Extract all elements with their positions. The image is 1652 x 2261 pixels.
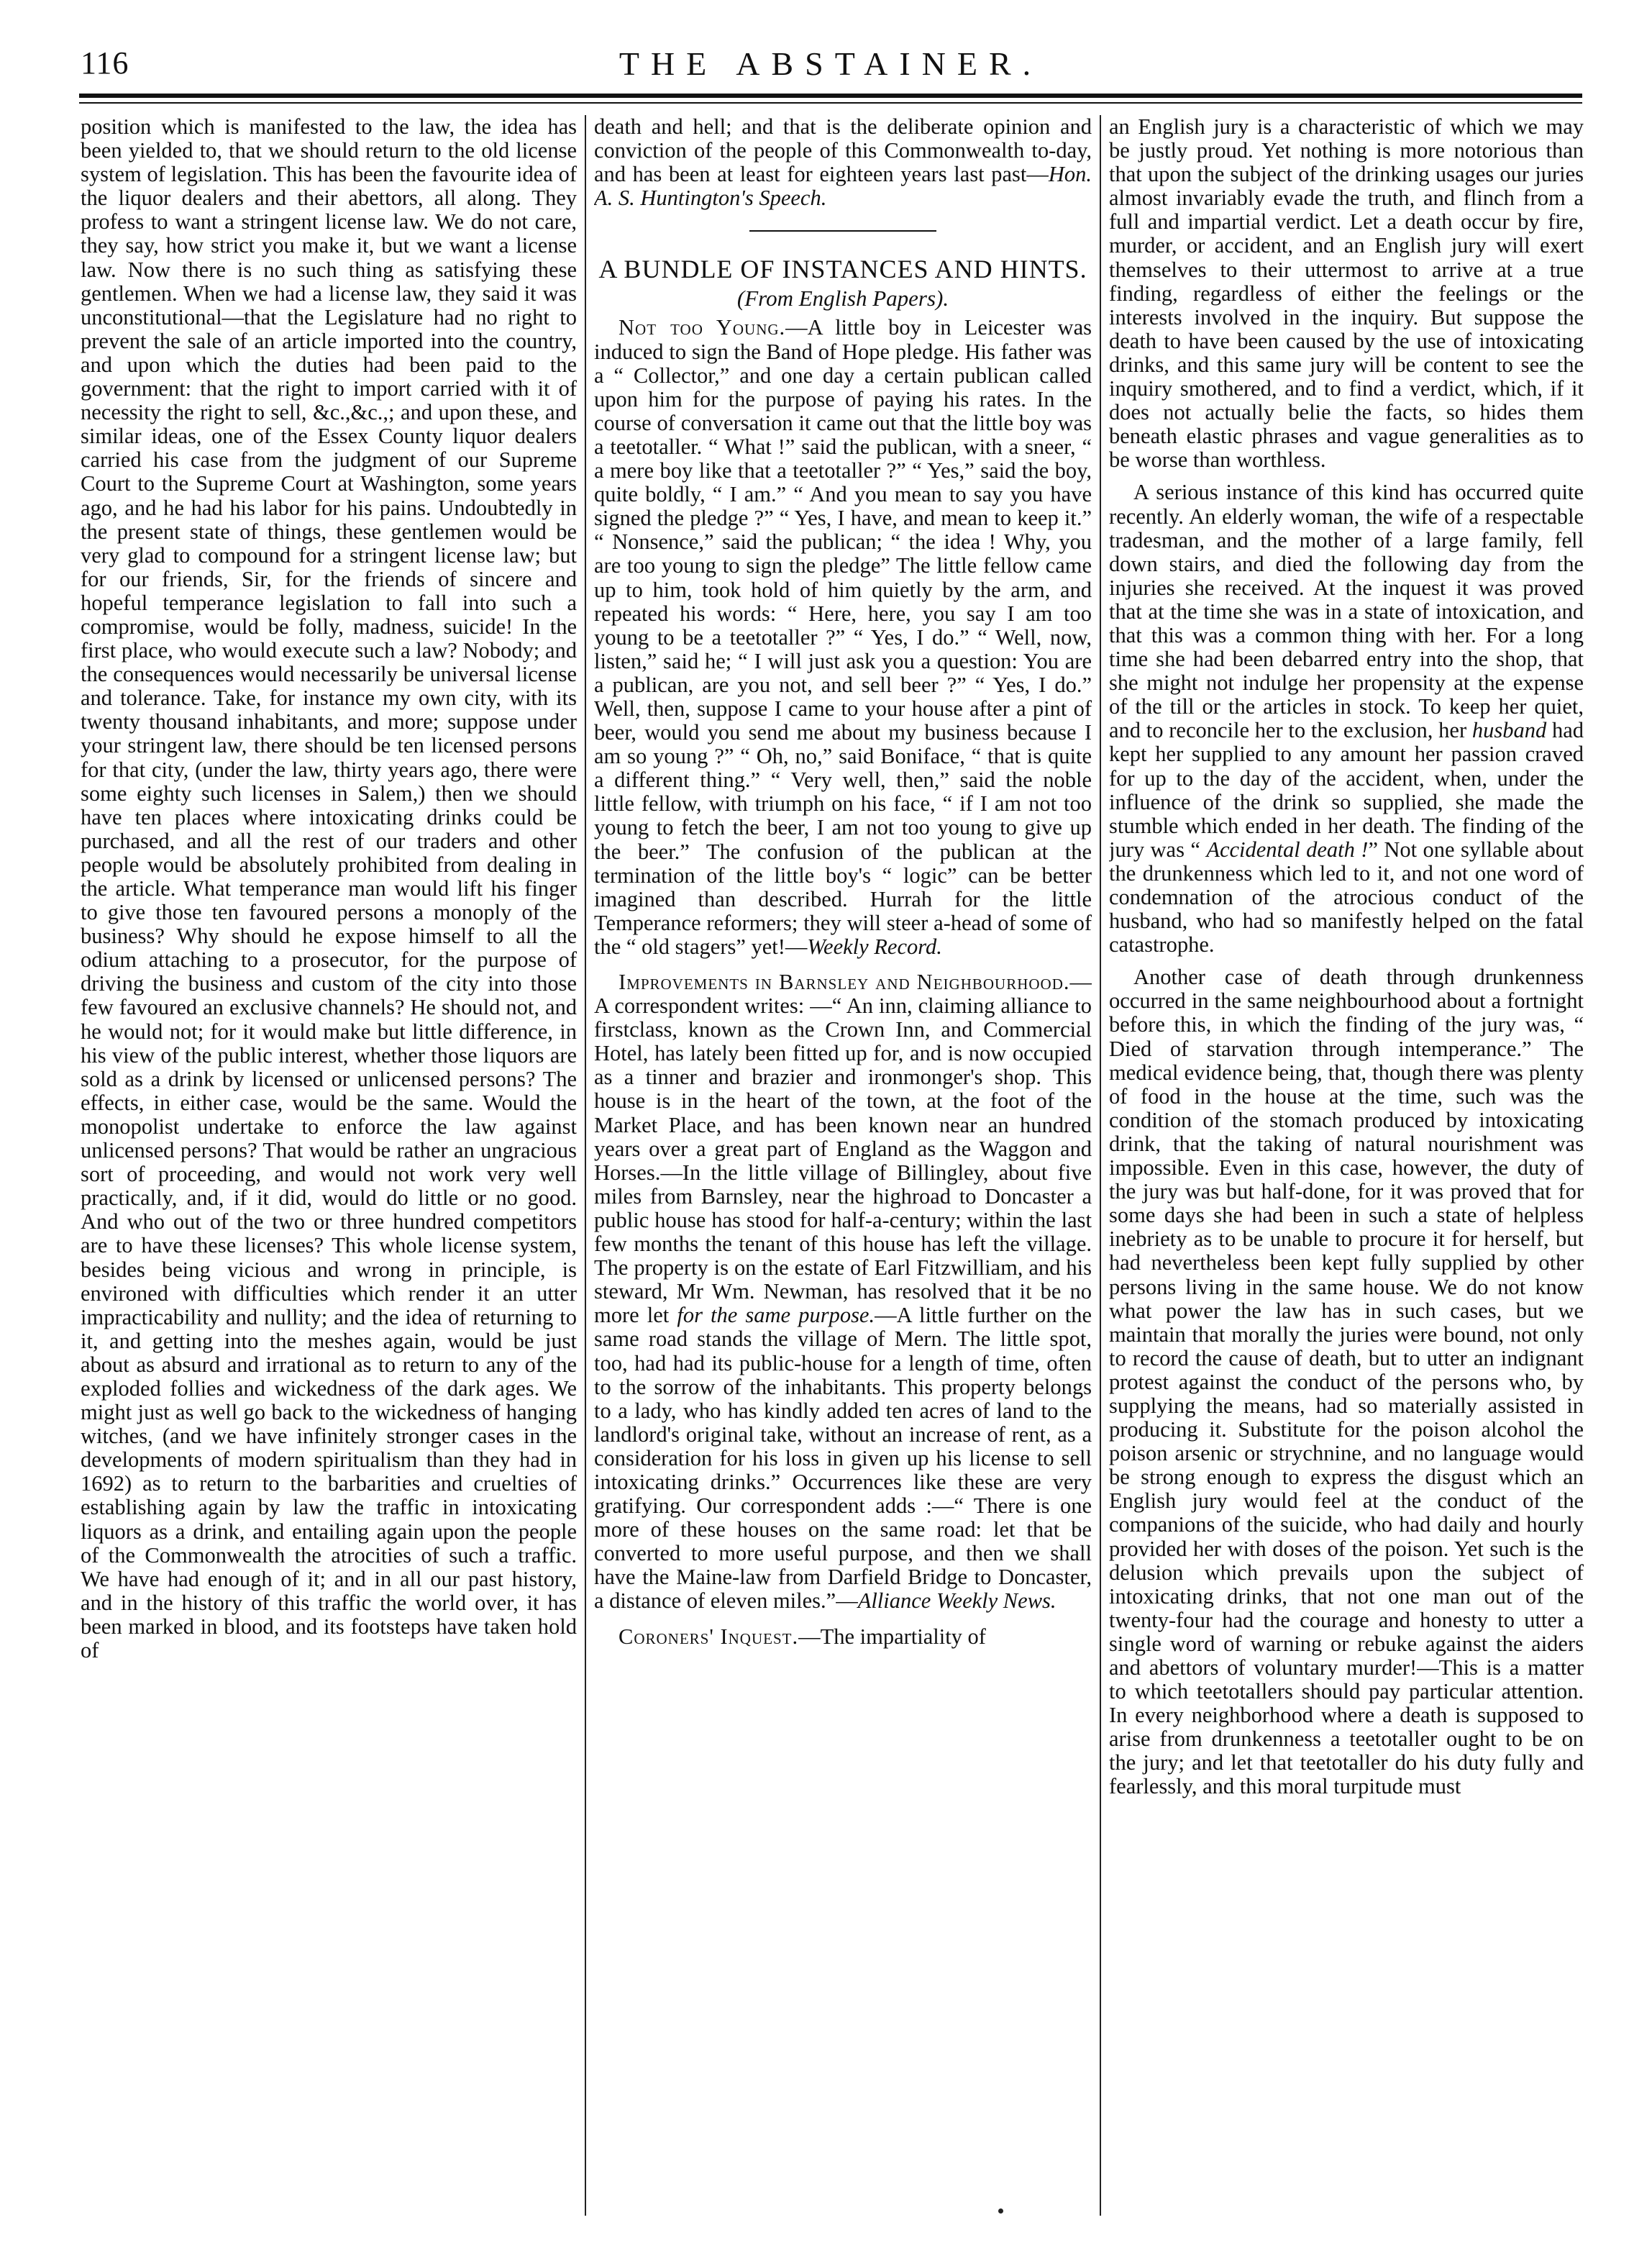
section-divider	[749, 230, 936, 232]
page-number: 116	[81, 45, 129, 81]
item-coroners-inquest	[594, 1625, 1092, 1649]
item-barnsley-body: —A correspondent writes: —“ An inn, claiming alliance to firstclass, known as the Crown Inn, and Commercial Hotel, has lately been fitted up for, and is now occupied as a tinner and brazier and ironmonger's shop. This house is in the heart of the town, at the foot of the Market Place, and has been known near an hundred years over a great part of England as the Waggon and Horses.—In the little village of Billingley, about five miles from Barnsley, near the highroad to Doncaster a public house has stood for half-a-century; within the last few months the tenant of this house has left the village. The property is on the estate of Earl Fitzwilliam, and his steward, Mr Wm. Newman, has resolved that it be no more let	[594, 970, 1092, 1328]
column-2	[594, 115, 1092, 2223]
article-heading: A BUNDLE OF INSTANCES AND HINTS.	[598, 255, 1087, 284]
item-not-too-young-signature: Weekly Record.	[807, 934, 942, 959]
inquest-paragraph-2-italic-1: husband	[1471, 718, 1547, 743]
speech-ending-text: death and hell; and that is the deliberate opinion and conviction of the people of this Commonwealth to-day, and has been at least for eighteen years last past—	[594, 115, 1092, 187]
print-speck	[998, 2208, 1003, 2214]
speech-continuation-paragraph: position which is manifested to the law, the idea has been yielded to, that we should return to the old license system of legislation. This has been the favourite idea of the liquor dealers and their abettors, all along. They profess to want a stringent license law. We do not care, they say, how strict you make it, but we want a license law. Now there is no such thing as satisfying these gentlemen. When we had a license law, they said it was unconstitutional—that the Legislature had no right to prevent the sale of an article imported into the country, and upon which the duties had been paid to the government: that the right to import carried with it of necessity the right to sell, &c.,&c.,; and upon these, and similar ideas, one of the Essex County liquor dealers carried his case from the judgment of our Supreme Court to the Supreme Court at Washington, some years ago, and he had his labor for his pains. Undoubtedly in the present state of things, these gentlemen would be very glad to compound for a stringent license law; but for our friends, Sir, for the friends of sincere and hopeful temperance legislation to fall into such a compromise, would be folly, madness, suicide! In the first place, who would execute such a law? Nobody; and the consequences would necessarily be universal license and tolerance. Take, for instance my own city, with its twenty thousand inhabitants, and more; suppose under your stringent law, there should be ten licensed persons for that city, (under the law, thirty years ago, there were some eighty such licenses in Salem,) then we should have ten places where intoxicating drinks could be purchased, and all the rest of our traders and other people would be absolutely prohibited from dealing in the article. What temperance man would lift his finger to give those ten favoured persons a monoply of the business? Why should he expose himself to all the odium attaching to a prosecutor, for the purpose of driving the business and custom of the city into those few favoured an exclusive channels? He should not, and he would not; for it would make but little difference, in his view of the public interest, whether those liquors are sold as a drink by licensed or unlicensed persons? The effects, in either case, would be the same. Would the monopolist undertake to enforce the law against unlicensed persons? That would be rather an ungracious sort of proceeding, and would not work very well practically, and, if it did, would do little or no good. And who out of the two or three hundred competitors are to have these licenses? This whole license system, besides being vicious and wrong in principle, is environed with difficulties which render it an utter impracticability and nullity; and the idea of returning to it, and getting into the meshes again, would be just about as absurd and irrational as to return to any of the exploded follies and wickedness of the dark ages. We might just as well go back to the wickedness of hanging witches, (and we have infinitely stronger cases in the developments of modern spiritualism than they had in 1692) as to return to the barbarities and cruelties of establishing again by law the traffic in intoxicating liquors as a drink, and entailing again upon the people of the Commonwealth the atrocities of such a traffic. We have had enough of it; and in all our past history, and in the history of this traffic the world over, it has been marked in blood, and its footsteps have taken hold of	[81, 115, 577, 1662]
inquest-paragraph-2	[1109, 481, 1584, 957]
header-rule-thin	[79, 102, 1582, 104]
running-title: THE ABSTAINER.	[619, 45, 1043, 82]
inquest-paragraph-2-italic-2: Accidental death !	[1206, 837, 1369, 862]
inquest-paragraph-1: an English jury is a characteristic of which we may be justly proud. Yet nothing is more notorious than that upon the subject of the drinking usages our juries almost invariably evade the truth, and flinch from a full and impartial verdict. Let a death occur by fire, murder, or accident, and an English jury will exert themselves to their uttermost to arrive at a true finding, regardless of either the feelings or the interests involved in the inquiry. But suppose the death to have been caused by the use of intoxicating drinks, and this same jury will be content to see the inquiry smothered, and to find a verdict, which, if it does not actually belie the facts, so hides them beneath elastic phrases and vague generalities as to be worse than worthless.	[1109, 115, 1584, 473]
header-rule-thick	[79, 94, 1582, 98]
item-not-too-young-title: Not too Young.	[619, 315, 786, 340]
item-coroners-inquest-title: Coroners' Inquest.	[619, 1624, 799, 1649]
speech-ending-paragraph	[594, 115, 1092, 210]
column-1	[81, 115, 577, 2223]
column-divider-1	[585, 115, 586, 2216]
column-3	[1109, 115, 1584, 2223]
item-barnsley-body-cont: —A little further on the same road stands the village of Mern. The little spot, too, had had its public-house for a length of time, often to the sorrow of the inhabitants. This property belongs to a lady, who has kindly added ten acres of land to the landlord's original take, without an increase of rent, as a consideration for his loss in given up his license to sell intoxicating drinks.” Occurrences like these are very gratifying. Our correspondent adds :—“ There is one more of these houses on the same road: let that be converted to more useful purpose, and then we shall have the Maine-law from Darfield Bridge to Doncaster, a distance of eleven miles.”—	[594, 1303, 1092, 1614]
item-barnsley-italic: for the same purpose.	[677, 1303, 875, 1328]
inquest-paragraph-2-a: A serious instance of this kind has occurred quite recently. An elderly woman, the wife of a respectable tradesman, and the mother of a large family, fell down stairs, and died the following day from the injuries she received. At the inquest it was proved that at the time she was in a state of intoxication, and that this was a common thing with her. For a long time she had been debarred entry into the shop, that she might not indulge her propensity at the expense of the till or the articles in stock. To keep her quiet, and to reconcile her to the exclusion, her	[1109, 480, 1584, 743]
item-not-too-young-body: —A little boy in Leicester was induced to sign the Band of Hope pledge. His father was a “ Collector,” and one day a certain publican called upon him for the purpose of paying his rates. In the course of conversation it came out that the little boy was a teetotaller. “ What !” said the publican, with a sneer, “ a mere boy like that a teetotaller ?” “ Yes,” said the boy, quite boldly, “ I am.” “ And you mean to say you have signed the pledge ?” “ Yes, I have, and mean to keep it.” “ Nonsence,” said the publican; “ the idea ! Why, you are too young to sign the pledge” The little fellow came up to him, took hold of him quietly by the arm, and repeated his words: “ Here, here, you say I am too young to be a teetotaller ?” “ Yes, I do.” “ Well, now, listen,” said he; “ I will just ask you a question: You are a publican, are you not, and sell beer ?” “ Yes, I do.” Well, then, suppose I came to your house after a pint of beer, would you send me about my business because I am so young ?” “ Oh, no,” said Boniface, “ that is quite a different thing.” “ Very well, then,” said the noble little fellow, with triumph on his face, “ if I am not too young to fetch the beer, I am not too young to give up the beer.” The confusion of the publican at the termination of the little boy's “ logic” can be better imagined than described. Hurrah for the little Temperance reformers; they will steer a-head of some of the “ old stagers” yet!—	[594, 315, 1092, 959]
inquest-paragraph-2-b: had kept her supplied to any amount her passion craved for up to the day of the accident, when, under the influence of the drink so supplied, she made the stumble which ended in her death. The finding of the jury was “	[1109, 718, 1584, 862]
article-subheading: (From English Papers).	[736, 286, 949, 311]
item-barnsley-title: Improvements in Barnsley and Neighbourhood.	[619, 970, 1070, 994]
item-barnsley	[594, 970, 1092, 1614]
item-barnsley-signature: Alliance Weekly News.	[857, 1588, 1057, 1614]
speech-signature: Hon. A. S. Huntington's Speech.	[594, 162, 1092, 211]
item-not-too-young	[594, 316, 1092, 959]
inquest-paragraph-3: Another case of death through drunkenness occurred in the same neighbourhood about a fortnight before this, in which the finding of the jury was, “ Died of starvation through intemperance.” The medical evidence being, that, though there was plenty of food in the house at the time, such was the condition of the stomach produced by intoxicating drink, that the taking of natural nourishment was impossible. Even in this case, however, the duty of the jury was but half-done, for it was proved that for some days she had been in such a state of helpless inebriety as to be unable to procure it for herself, but had nevertheless been kept fully supplied by other persons living in the same house. We do not know what power the law has in such cases, but we maintain that morally the juries were bound, not only to record the cause of death, but to utter an indignant protest against the conduct of the persons who, by supplying the means, had so materially assisted in producing it. Substitute for the poison alcohol the poison arsenic or strychnine, and no language would be strong enough to express the disgust which an English jury would feel at the conduct of the companions of the suicide, who had daily and hourly provided her with doses of the poison. Yet such is the delusion which prevails upon the subject of intoxicating drinks, that not one man out of the twenty-four had the courage and honesty to utter a single word of warning or rebuke against the aiders and abettors of voluntary murder!—This is a matter to which teetotallers should pay particular attention. In every neighborhood where a death is supposed to arise from drunkenness a teetotaller ought to be on the jury; and let that teetotaller do his duty fully and fearlessly, and this moral turpitude must	[1109, 965, 1584, 1799]
inquest-paragraph-2-c: ” Not one syllable about the drunkenness which led to it, and not one word of condemnation of the atrocious conduct of the husband, who had so manifestly helped on the fatal catastrophe.	[1109, 837, 1584, 957]
item-coroners-inquest-body: —The impartiality of	[798, 1624, 986, 1649]
page-header	[79, 45, 1582, 91]
column-divider-2	[1100, 115, 1101, 2216]
